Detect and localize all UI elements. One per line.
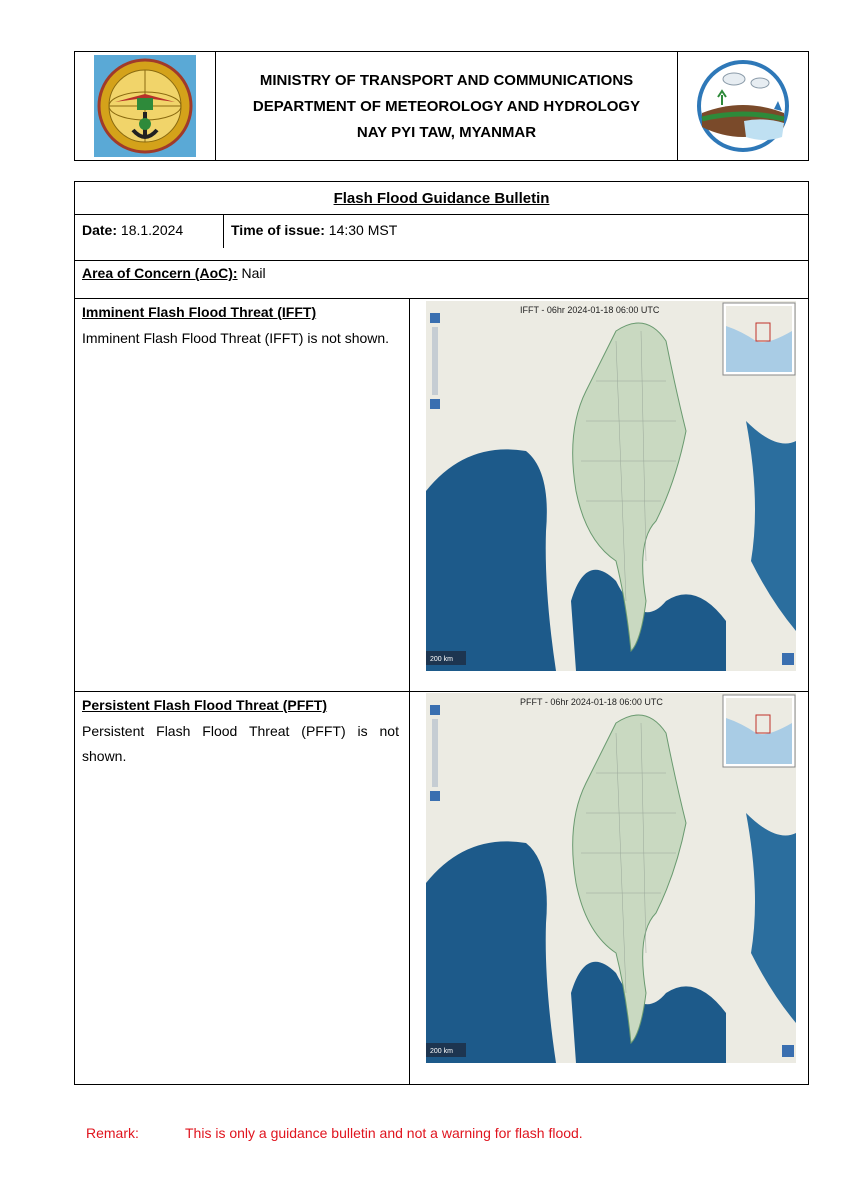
department-name: DEPARTMENT OF METEOROLOGY AND HYDROLOGY xyxy=(252,97,641,115)
remark-label: Remark: xyxy=(86,1125,139,1141)
time-cell xyxy=(224,215,397,238)
zoom-in-icon[interactable] xyxy=(430,705,440,715)
bulletin-title: Flash Flood Guidance Bulletin xyxy=(75,182,808,215)
pfft-title: Persistent Flash Flood Threat (PFFT) xyxy=(82,697,328,713)
info-icon[interactable] xyxy=(782,1045,794,1057)
date-time-row xyxy=(75,215,808,261)
ifft-scale-label: 200 km xyxy=(430,656,453,663)
aoc-label: Area of Concern (AoC): xyxy=(82,265,238,281)
ifft-map-caption-group xyxy=(520,305,660,315)
aoc-value: Nail xyxy=(241,265,266,281)
dmh-logo xyxy=(677,52,808,160)
date-value: 18.1.2024 xyxy=(120,222,184,238)
pfft-row xyxy=(75,692,808,1085)
location: NAY PYI TAW, MYANMAR xyxy=(356,123,537,141)
pfft-body: Persistent Flash Flood Threat (PFFT) is not shown. xyxy=(82,723,399,764)
remark xyxy=(86,1125,583,1141)
zoom-out-icon[interactable] xyxy=(430,399,440,409)
ministry-name: MINISTRY OF TRANSPORT AND COMMUNICATIONS xyxy=(259,71,634,89)
zoom-out-icon[interactable] xyxy=(430,791,440,801)
ifft-body: Imminent Flash Flood Threat (IFFT) is not shown. xyxy=(82,330,390,346)
pfft-map-caption: PFFT - 06hr 2024-01-18 06:00 UTC xyxy=(520,697,663,707)
ministry-logo xyxy=(75,52,216,160)
ifft-title: Imminent Flash Flood Threat (IFFT) xyxy=(82,304,317,320)
ifft-map xyxy=(426,301,796,671)
info-icon[interactable] xyxy=(782,653,794,665)
time-value: 14:30 MST xyxy=(328,222,398,238)
ministry-emblem-icon xyxy=(93,54,197,158)
date-cell xyxy=(75,215,224,248)
time-label: Time of issue: xyxy=(231,222,325,238)
zoom-slider[interactable] xyxy=(432,719,438,787)
zoom-slider[interactable] xyxy=(432,327,438,395)
ifft-text-cell xyxy=(75,299,410,691)
remark-text: This is only a guidance bulletin and not a warning for flash flood. xyxy=(185,1125,583,1141)
date-label: Date: xyxy=(82,222,118,238)
ifft-row xyxy=(75,299,808,692)
aoc-row xyxy=(75,261,808,299)
ifft-map-caption: IFFT - 06hr 2024-01-18 06:00 UTC xyxy=(520,305,660,315)
pfft-scale-label: 200 km xyxy=(430,1048,453,1055)
bulletin-table xyxy=(74,181,809,1085)
hydrological-cycle-icon xyxy=(694,57,792,155)
zoom-in-icon[interactable] xyxy=(430,313,440,323)
pfft-map xyxy=(426,693,796,1063)
pfft-text-cell xyxy=(75,692,410,1085)
header-table xyxy=(74,51,809,161)
header-title-block xyxy=(216,52,677,160)
